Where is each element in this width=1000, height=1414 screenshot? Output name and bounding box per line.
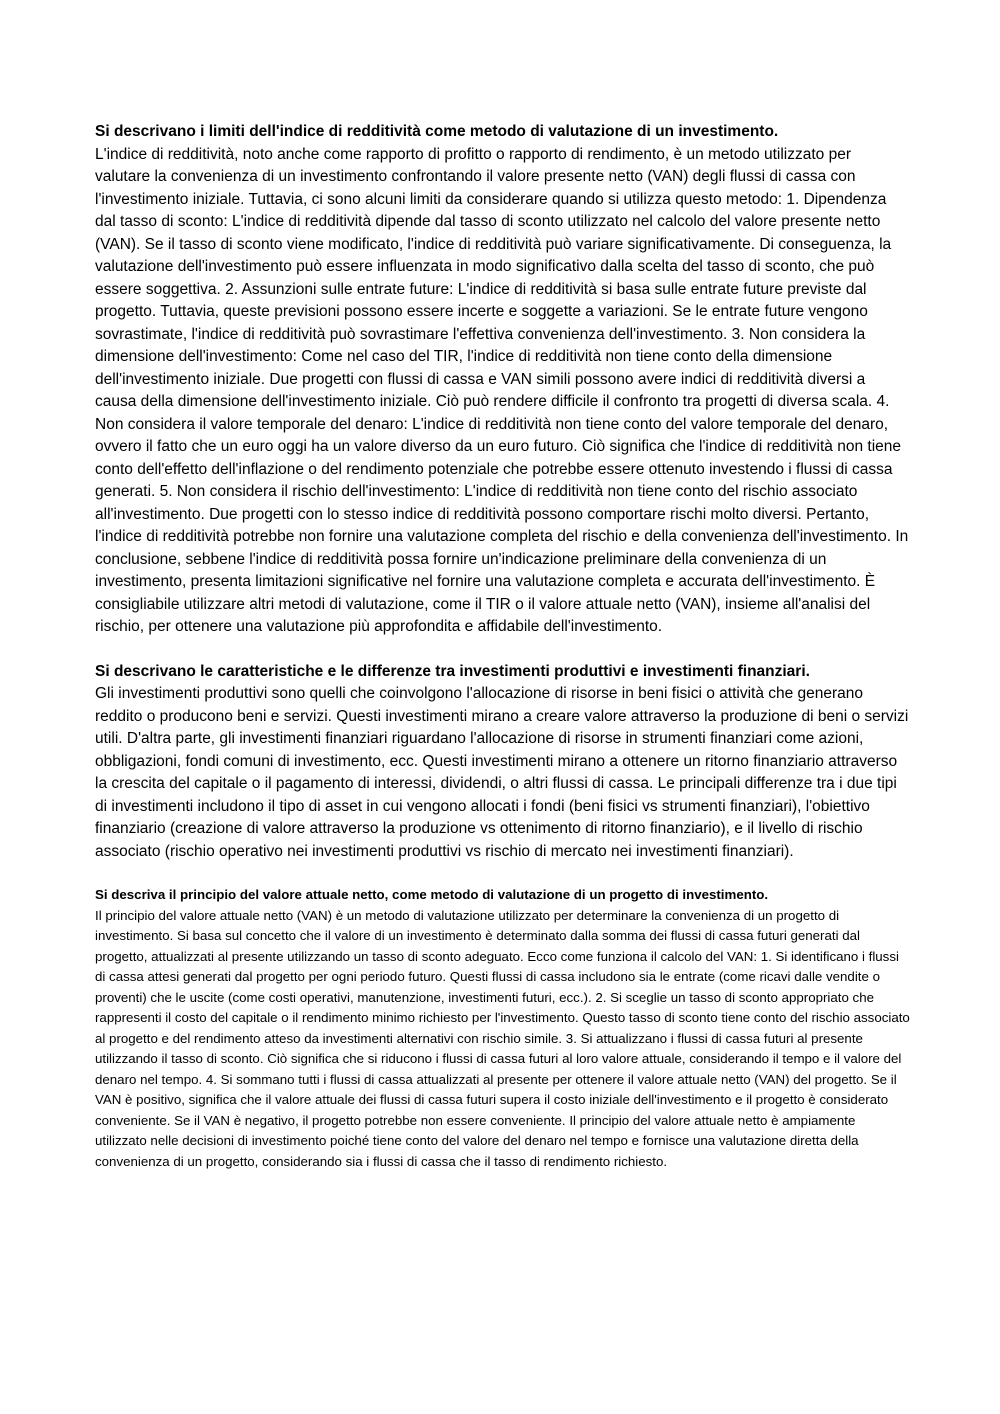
section-heading: Si descrivano i limiti dell'indice di redditività come metodo di valutazione di un investimento. <box>95 123 779 140</box>
section-body: Il principio del valore attuale netto (VAN) è un metodo di valutazione utilizzato per determinare la convenienza di un progetto di investimento. Si basa sul concetto che il valore di un investimento è determinato dalla somma dei flussi di cassa futuri generati dal progetto, attualizzati al presente utilizzando un tasso di sconto adeguato. Ecco come funziona il calcolo del VAN: 1. Si identificano i flussi di cassa attesi generati dal progetto per ogni periodo futuro. Questi flussi di cassa includono sia le entrate (come ricavi dalle vendite o proventi) che le uscite (come costi operativi, manutenzione, investimenti futuri, ecc.). 2. Si sceglie un tasso di sconto appropriato che rappresenti il costo del capitale o il rendimento minimo richiesto per l'investimento. Questo tasso di sconto tiene conto del rischio associato al progetto e del rendimento atteso da investimenti alternativi con rischio simile. 3. Si attualizzano i flussi di cassa futuri al presente utilizzando il tasso di sconto. Ciò significa che si riducono i flussi di cassa futuri al loro valore attuale, considerando il tempo e il valore del denaro nel tempo. 4. Si sommano tutti i flussi di cassa attualizzati al presente per ottenere il valore attuale netto (VAN) del progetto. Se il VAN è positivo, significa che il valore attuale dei flussi di cassa futuri supera il costo iniziale dell'investimento e il progetto è considerato conveniente. Se il VAN è negativo, il progetto potrebbe non essere conveniente. Il principio del valore attuale netto è ampiamente utilizzato nelle decisioni di investimento poiché tiene conto del valore del denaro nel tempo e fornisce una valutazione diretta della convenienza di un progetto, considerando sia i flussi di cassa che il tasso di rendimento richiesto. <box>95 907 910 1169</box>
section-investimenti <box>95 661 910 864</box>
section-van <box>95 885 910 1172</box>
section-body: L'indice di redditività, noto anche come rapporto di profitto o rapporto di rendimento, è un metodo utilizzato per valutare la convenienza di un investimento confrontando il valore presente netto (VAN) degli flussi di cassa con l'investimento iniziale. Tuttavia, ci sono alcuni limiti da considerare quando si utilizza questo metodo: 1. Dipendenza dal tasso di sconto: L'indice di redditività dipende dal tasso di sconto utilizzato nel calcolo del valore presente netto (VAN). Se il tasso di sconto viene modificato, l'indice di redditività può variare significativamente. Di conseguenza, la valutazione dell'investimento può essere influenzata in modo significativo dalla scelta del tasso di sconto, che può essere soggettiva. 2. Assunzioni sulle entrate future: L'indice di redditività si basa sulle entrate future previste dal progetto. Tuttavia, queste previsioni possono essere incerte e soggette a variazioni. Se le entrate future vengono sovrastimate, l'indice di redditività può sovrastimare l'effettiva convenienza dell'investimento. 3. Non considera la dimensione dell'investimento: Come nel caso del TIR, l'indice di redditività non tiene conto della dimensione dell'investimento iniziale. Due progetti con flussi di cassa e VAN simili possono avere indici di redditività diversi a causa della dimensione dell'investimento iniziale. Ciò può rendere difficile il confronto tra progetti di diversa scala. 4. Non considera il valore temporale del denaro: L'indice di redditività non tiene conto del valore temporale del denaro, ovvero il fatto che un euro oggi ha un valore diverso da un euro futuro. Ciò significa che l'indice di redditività non tiene conto dell'effetto dell'inflazione o del rendimento potenziale che potrebbe essere ottenuto investendo i flussi di cassa generati. 5. Non considera il rischio dell'investimento: L'indice di redditività non tiene conto del rischio associato all'investimento. Due progetti con lo stesso indice di redditività possono comportare rischi molto diversi. Pertanto, l'indice di redditività potrebbe non fornire una valutazione completa del rischio e della convenienza dell'investimento. In conclusione, sebbene l'indice di redditività possa fornire un'indicazione preliminare della convenienza di un investimento, presenta limitazioni significative nel fornire una valutazione completa e accurata dell'investimento. È consigliabile utilizzare altri metodi di valutazione, come il TIR o il valore attuale netto (VAN), insieme all'analisi del rischio, per ottenere una valutazione più approfondita e affidabile dell'investimento. <box>95 145 909 635</box>
section-spacer <box>95 639 910 661</box>
section-heading: Si descrivano le caratteristiche e le differenze tra investimenti produttivi e investimenti finanziari. <box>95 662 810 680</box>
section-spacer <box>95 863 910 885</box>
section-heading: Si descriva il principio del valore attuale netto, come metodo di valutazione di un progetto di investimento. <box>95 887 769 902</box>
document-content <box>95 121 910 1172</box>
section-body: Gli investimenti produttivi sono quelli che coinvolgono l'allocazione di risorse in beni fisici o attività che generano reddito o producono beni e servizi. Questi investimenti mirano a creare valore attraverso la produzione di beni o servizi utili. D'altra parte, gli investimenti finanziari riguardano l'allocazione di risorse in strumenti finanziari come azioni, obbligazioni, fondi comuni di investimento, ecc. Questi investimenti mirano a ottenere un ritorno finanziario attraverso la crescita del capitale o il pagamento di interessi, dividendi, o altri flussi di cassa. Le principali differenze tra i due tipi di investimenti includono il tipo di asset in cui vengono allocati i fondi (beni fisici vs strumenti finanziari), l'obiettivo finanziario (creazione di valore attraverso la produzione vs ottenimento di ritorno finanziario), e il livello di rischio associato (rischio operativo nei investimenti produttivi vs rischio di mercato nei investimenti finanziari). <box>95 685 909 860</box>
section-redditivita <box>95 121 910 639</box>
